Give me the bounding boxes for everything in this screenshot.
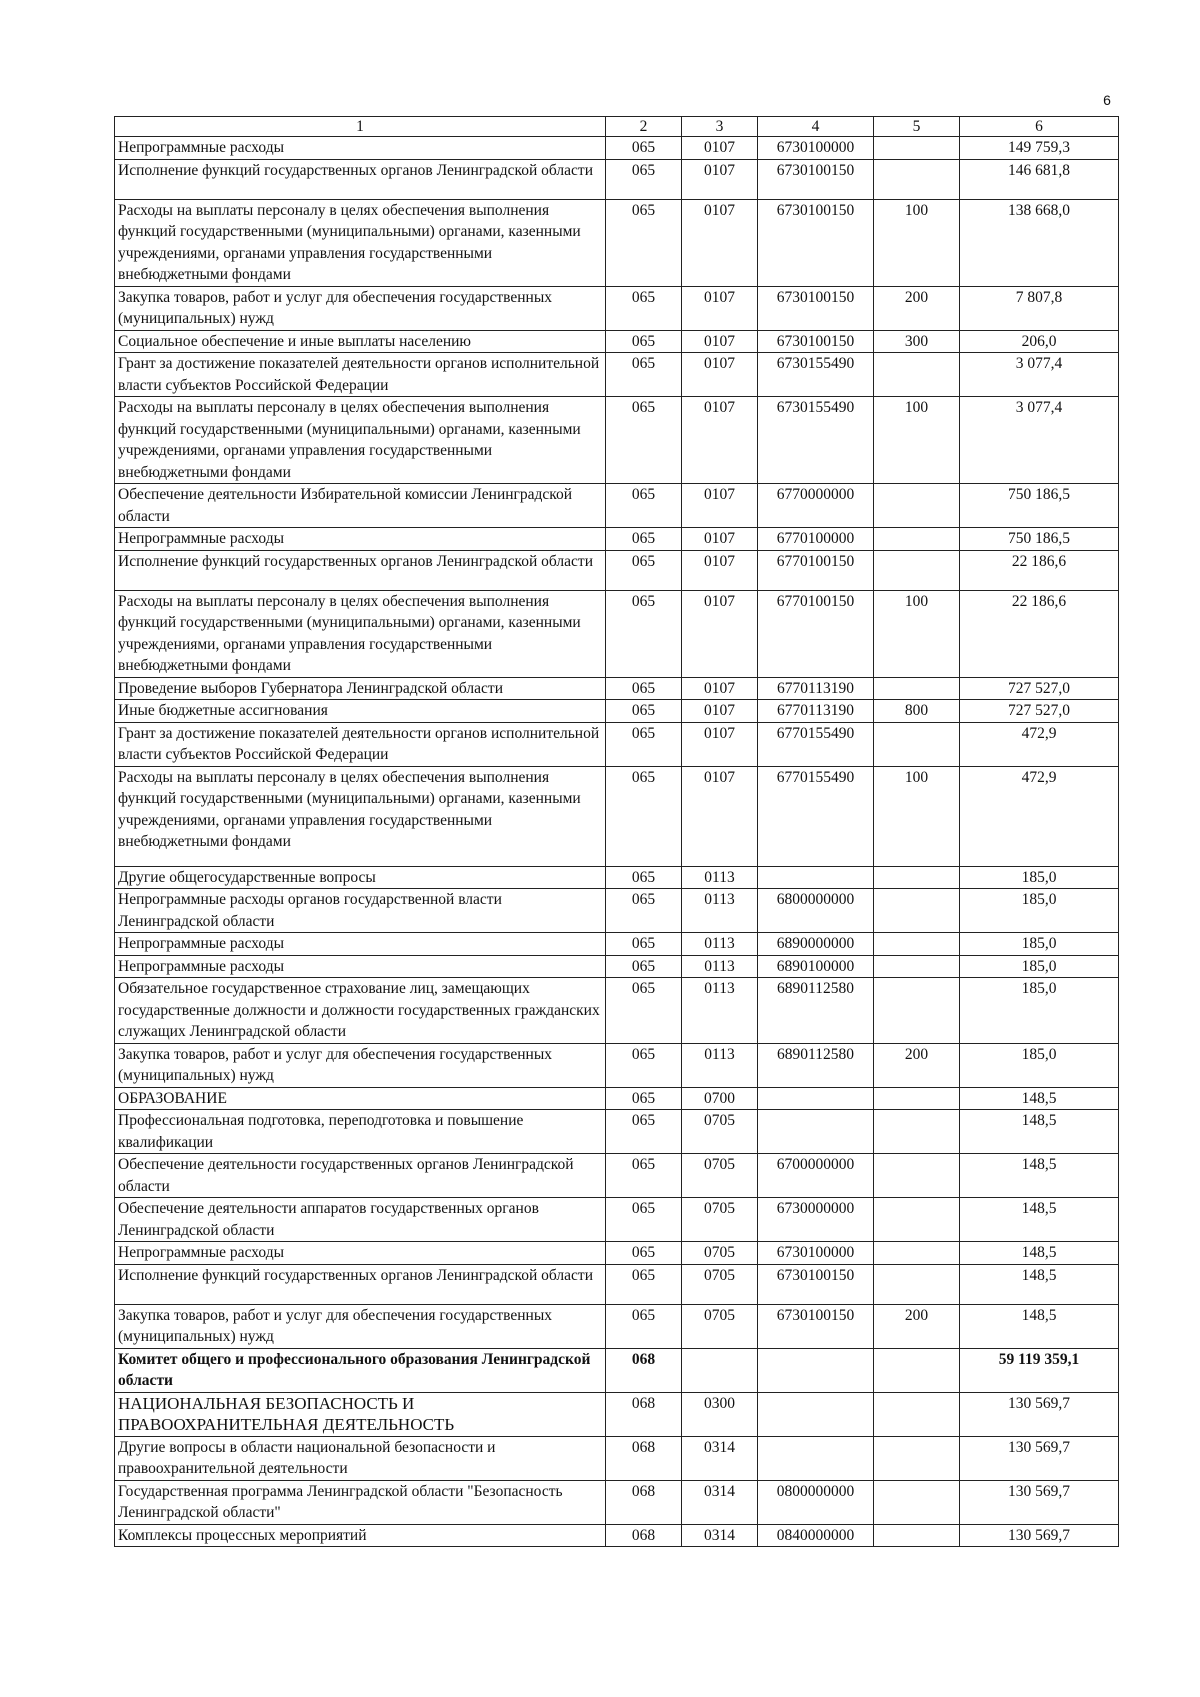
code-expense-type-cell: 100 <box>874 397 960 484</box>
table-row <box>115 955 1119 978</box>
item-name-cell: Закупка товаров, работ и услуг для обеспечения государственных (муниципальных) нужд <box>115 1304 606 1348</box>
amount-cell: 148,5 <box>960 1242 1119 1265</box>
amount-cell: 727 527,0 <box>960 677 1119 700</box>
code-target-cell: 0840000000 <box>758 1524 874 1547</box>
column-header-4: 4 <box>758 117 874 137</box>
code-target-cell <box>758 1348 874 1392</box>
code-admin-cell: 065 <box>606 1110 682 1154</box>
code-section-cell: 0705 <box>682 1264 758 1304</box>
table-row <box>115 1043 1119 1087</box>
code-admin-cell: 065 <box>606 199 682 286</box>
code-section-cell: 0107 <box>682 528 758 551</box>
code-expense-type-cell <box>874 353 960 397</box>
code-section-cell: 0107 <box>682 766 758 866</box>
code-admin-cell: 065 <box>606 1087 682 1110</box>
code-expense-type-cell: 100 <box>874 199 960 286</box>
code-expense-type-cell: 300 <box>874 330 960 353</box>
amount-cell: 130 569,7 <box>960 1524 1119 1547</box>
code-admin-cell: 065 <box>606 550 682 590</box>
code-section-cell: 0705 <box>682 1242 758 1265</box>
table-row <box>115 1198 1119 1242</box>
code-admin-cell: 068 <box>606 1524 682 1547</box>
table-row <box>115 1087 1119 1110</box>
code-target-cell: 6700000000 <box>758 1154 874 1198</box>
code-expense-type-cell <box>874 722 960 766</box>
code-target-cell <box>758 1087 874 1110</box>
code-target-cell <box>758 866 874 889</box>
table-row <box>115 677 1119 700</box>
table-row <box>115 1480 1119 1524</box>
code-section-cell: 0107 <box>682 199 758 286</box>
code-section-cell: 0113 <box>682 866 758 889</box>
table-body <box>115 137 1119 1547</box>
code-section-cell: 0314 <box>682 1480 758 1524</box>
code-target-cell: 6730100150 <box>758 159 874 199</box>
code-section-cell: 0107 <box>682 550 758 590</box>
code-admin-cell: 065 <box>606 1154 682 1198</box>
table-row <box>115 722 1119 766</box>
code-expense-type-cell <box>874 1436 960 1480</box>
code-admin-cell: 065 <box>606 866 682 889</box>
code-section-cell: 0700 <box>682 1087 758 1110</box>
code-expense-type-cell: 200 <box>874 286 960 330</box>
code-target-cell: 6770155490 <box>758 722 874 766</box>
code-section-cell: 0113 <box>682 1043 758 1087</box>
code-target-cell: 6730100150 <box>758 330 874 353</box>
table-row <box>115 1348 1119 1392</box>
code-admin-cell: 065 <box>606 722 682 766</box>
code-target-cell: 6770113190 <box>758 677 874 700</box>
code-admin-cell: 065 <box>606 1264 682 1304</box>
code-section-cell: 0705 <box>682 1198 758 1242</box>
item-name-cell: Обеспечение деятельности государственных органов Ленинградской области <box>115 1154 606 1198</box>
table-row <box>115 766 1119 866</box>
code-target-cell <box>758 1110 874 1154</box>
code-section-cell: 0314 <box>682 1524 758 1547</box>
amount-cell: 3 077,4 <box>960 353 1119 397</box>
code-expense-type-cell <box>874 677 960 700</box>
code-section-cell: 0107 <box>682 353 758 397</box>
code-target-cell: 0800000000 <box>758 1480 874 1524</box>
code-expense-type-cell <box>874 1264 960 1304</box>
code-admin-cell: 068 <box>606 1436 682 1480</box>
item-name-cell: Иные бюджетные ассигнования <box>115 700 606 723</box>
code-target-cell: 6730155490 <box>758 353 874 397</box>
amount-cell: 185,0 <box>960 933 1119 956</box>
code-expense-type-cell <box>874 866 960 889</box>
amount-cell: 138 668,0 <box>960 199 1119 286</box>
code-section-cell: 0314 <box>682 1436 758 1480</box>
amount-cell: 185,0 <box>960 1043 1119 1087</box>
page-number: 6 <box>1103 92 1111 108</box>
code-admin-cell: 065 <box>606 1198 682 1242</box>
amount-cell: 206,0 <box>960 330 1119 353</box>
item-name-cell: Исполнение функций государственных органов Ленинградской области <box>115 159 606 199</box>
amount-cell: 146 681,8 <box>960 159 1119 199</box>
column-header-2: 2 <box>606 117 682 137</box>
item-name-cell: Закупка товаров, работ и услуг для обеспечения государственных (муниципальных) нужд <box>115 1043 606 1087</box>
amount-cell: 185,0 <box>960 889 1119 933</box>
item-name-cell: Непрограммные расходы органов государственной власти Ленинградской области <box>115 889 606 933</box>
amount-cell: 59 119 359,1 <box>960 1348 1119 1392</box>
table-row <box>115 1436 1119 1480</box>
table-row <box>115 353 1119 397</box>
code-section-cell: 0107 <box>682 397 758 484</box>
code-expense-type-cell <box>874 1392 960 1436</box>
amount-cell: 472,9 <box>960 766 1119 866</box>
code-section-cell: 0107 <box>682 330 758 353</box>
code-admin-cell: 065 <box>606 700 682 723</box>
code-section-cell: 0705 <box>682 1304 758 1348</box>
amount-cell: 3 077,4 <box>960 397 1119 484</box>
code-expense-type-cell: 200 <box>874 1304 960 1348</box>
amount-cell: 185,0 <box>960 866 1119 889</box>
amount-cell: 185,0 <box>960 978 1119 1044</box>
code-target-cell: 6730100000 <box>758 1242 874 1265</box>
table-row <box>115 889 1119 933</box>
table-row <box>115 933 1119 956</box>
code-expense-type-cell <box>874 889 960 933</box>
code-target-cell: 6730100150 <box>758 1264 874 1304</box>
item-name-cell: Исполнение функций государственных органов Ленинградской области <box>115 550 606 590</box>
item-name-cell: Расходы на выплаты персоналу в целях обеспечения выполнения функций государственными (муниципальными) органами, казенными учреждениями, органами управления государственными внебюджетными фондами <box>115 397 606 484</box>
code-expense-type-cell <box>874 1242 960 1265</box>
item-name-cell: Непрограммные расходы <box>115 1242 606 1265</box>
code-admin-cell: 065 <box>606 484 682 528</box>
item-name-cell: Комитет общего и профессионального образования Ленинградской области <box>115 1348 606 1392</box>
code-admin-cell: 065 <box>606 933 682 956</box>
code-target-cell: 6890112580 <box>758 1043 874 1087</box>
table-row <box>115 1392 1119 1436</box>
code-expense-type-cell <box>874 1154 960 1198</box>
column-header-6: 6 <box>960 117 1119 137</box>
table-row <box>115 199 1119 286</box>
item-name-cell: Обеспечение деятельности аппаратов государственных органов Ленинградской области <box>115 1198 606 1242</box>
code-admin-cell: 065 <box>606 397 682 484</box>
code-target-cell: 6800000000 <box>758 889 874 933</box>
code-target-cell: 6730100150 <box>758 286 874 330</box>
code-target-cell <box>758 1392 874 1436</box>
code-expense-type-cell <box>874 978 960 1044</box>
code-section-cell: 0113 <box>682 933 758 956</box>
item-name-cell: Расходы на выплаты персоналу в целях обеспечения выполнения функций государственными (муниципальными) органами, казенными учреждениями, органами управления государственными внебюджетными фондами <box>115 766 606 866</box>
amount-cell: 149 759,3 <box>960 137 1119 160</box>
code-section-cell: 0107 <box>682 137 758 160</box>
item-name-cell: Грант за достижение показателей деятельности органов исполнительной власти субъектов Российской Федерации <box>115 722 606 766</box>
code-section-cell: 0107 <box>682 722 758 766</box>
table-row <box>115 1110 1119 1154</box>
item-name-cell: Обеспечение деятельности Избирательной комиссии Ленинградской области <box>115 484 606 528</box>
code-admin-cell: 068 <box>606 1480 682 1524</box>
item-name-cell: Обязательное государственное страхование лиц, замещающих государственные должности и должности государственных гражданских служащих Ленинградской области <box>115 978 606 1044</box>
item-name-cell: Закупка товаров, работ и услуг для обеспечения государственных (муниципальных) нужд <box>115 286 606 330</box>
amount-cell: 148,5 <box>960 1154 1119 1198</box>
code-section-cell: 0107 <box>682 677 758 700</box>
item-name-cell: Другие вопросы в области национальной безопасности и правоохранительной деятельности <box>115 1436 606 1480</box>
amount-cell: 22 186,6 <box>960 590 1119 677</box>
code-expense-type-cell <box>874 1198 960 1242</box>
amount-cell: 130 569,7 <box>960 1480 1119 1524</box>
code-target-cell: 6890112580 <box>758 978 874 1044</box>
amount-cell: 148,5 <box>960 1304 1119 1348</box>
amount-cell: 130 569,7 <box>960 1436 1119 1480</box>
table-row <box>115 700 1119 723</box>
table-row <box>115 1524 1119 1547</box>
code-target-cell: 6890000000 <box>758 933 874 956</box>
table-row <box>115 1304 1119 1348</box>
code-admin-cell: 065 <box>606 978 682 1044</box>
item-name-cell: Проведение выборов Губернатора Ленинградской области <box>115 677 606 700</box>
code-expense-type-cell <box>874 955 960 978</box>
item-name-cell: Социальное обеспечение и иные выплаты населению <box>115 330 606 353</box>
code-admin-cell: 065 <box>606 955 682 978</box>
code-section-cell: 0113 <box>682 978 758 1044</box>
code-section-cell: 0113 <box>682 889 758 933</box>
item-name-cell: Расходы на выплаты персоналу в целях обеспечения выполнения функций государственными (муниципальными) органами, казенными учреждениями, органами управления государственными внебюджетными фондами <box>115 590 606 677</box>
table-row <box>115 330 1119 353</box>
budget-table <box>114 116 1119 1547</box>
amount-cell: 750 186,5 <box>960 528 1119 551</box>
code-admin-cell: 065 <box>606 1304 682 1348</box>
amount-cell: 148,5 <box>960 1264 1119 1304</box>
item-name-cell: Исполнение функций государственных органов Ленинградской области <box>115 1264 606 1304</box>
item-name-cell: НАЦИОНАЛЬНАЯ БЕЗОПАСНОСТЬ И ПРАВООХРАНИТЕЛЬНАЯ ДЕЯТЕЛЬНОСТЬ <box>115 1392 606 1436</box>
table-row <box>115 528 1119 551</box>
item-name-cell: Расходы на выплаты персоналу в целях обеспечения выполнения функций государственными (муниципальными) органами, казенными учреждениями, органами управления государственными внебюджетными фондами <box>115 199 606 286</box>
amount-cell: 148,5 <box>960 1198 1119 1242</box>
code-target-cell: 6730000000 <box>758 1198 874 1242</box>
item-name-cell: Комплексы процессных мероприятий <box>115 1524 606 1547</box>
code-expense-type-cell <box>874 1348 960 1392</box>
code-expense-type-cell <box>874 484 960 528</box>
code-expense-type-cell <box>874 1087 960 1110</box>
code-admin-cell: 065 <box>606 159 682 199</box>
code-section-cell: 0300 <box>682 1392 758 1436</box>
code-admin-cell: 065 <box>606 353 682 397</box>
item-name-cell: Непрограммные расходы <box>115 955 606 978</box>
code-admin-cell: 068 <box>606 1392 682 1436</box>
code-expense-type-cell <box>874 1524 960 1547</box>
code-admin-cell: 065 <box>606 1043 682 1087</box>
table-row <box>115 397 1119 484</box>
code-expense-type-cell <box>874 1480 960 1524</box>
amount-cell: 750 186,5 <box>960 484 1119 528</box>
amount-cell: 727 527,0 <box>960 700 1119 723</box>
code-section-cell: 0113 <box>682 955 758 978</box>
amount-cell: 185,0 <box>960 955 1119 978</box>
item-name-cell: Другие общегосударственные вопросы <box>115 866 606 889</box>
code-expense-type-cell: 100 <box>874 766 960 866</box>
table-row <box>115 137 1119 160</box>
code-admin-cell: 065 <box>606 528 682 551</box>
code-expense-type-cell <box>874 159 960 199</box>
table-row <box>115 866 1119 889</box>
item-name-cell: ОБРАЗОВАНИЕ <box>115 1087 606 1110</box>
table-row <box>115 978 1119 1044</box>
code-expense-type-cell <box>874 933 960 956</box>
amount-cell: 22 186,6 <box>960 550 1119 590</box>
column-header-5: 5 <box>874 117 960 137</box>
code-target-cell <box>758 1436 874 1480</box>
code-section-cell: 0107 <box>682 484 758 528</box>
code-admin-cell: 065 <box>606 286 682 330</box>
code-expense-type-cell: 200 <box>874 1043 960 1087</box>
code-expense-type-cell: 100 <box>874 590 960 677</box>
table-row <box>115 1264 1119 1304</box>
code-target-cell: 6770100150 <box>758 590 874 677</box>
code-target-cell: 6730155490 <box>758 397 874 484</box>
item-name-cell: Непрограммные расходы <box>115 933 606 956</box>
code-admin-cell: 065 <box>606 137 682 160</box>
code-target-cell: 6770113190 <box>758 700 874 723</box>
item-name-cell: Непрограммные расходы <box>115 528 606 551</box>
table-row <box>115 159 1119 199</box>
code-expense-type-cell <box>874 1110 960 1154</box>
amount-cell: 472,9 <box>960 722 1119 766</box>
code-admin-cell: 065 <box>606 889 682 933</box>
code-section-cell: 0705 <box>682 1154 758 1198</box>
table-row <box>115 286 1119 330</box>
code-expense-type-cell: 800 <box>874 700 960 723</box>
column-header-1: 1 <box>115 117 606 137</box>
item-name-cell: Профессиональная подготовка, переподготовка и повышение квалификации <box>115 1110 606 1154</box>
code-target-cell: 6890100000 <box>758 955 874 978</box>
code-section-cell: 0107 <box>682 159 758 199</box>
item-name-cell: Непрограммные расходы <box>115 137 606 160</box>
code-expense-type-cell <box>874 528 960 551</box>
table-row <box>115 484 1119 528</box>
code-admin-cell: 065 <box>606 330 682 353</box>
amount-cell: 148,5 <box>960 1110 1119 1154</box>
code-admin-cell: 065 <box>606 590 682 677</box>
table-row <box>115 1154 1119 1198</box>
amount-cell: 7 807,8 <box>960 286 1119 330</box>
code-admin-cell: 065 <box>606 677 682 700</box>
code-admin-cell: 065 <box>606 1242 682 1265</box>
table-row <box>115 1242 1119 1265</box>
code-target-cell: 6770155490 <box>758 766 874 866</box>
table-row <box>115 590 1119 677</box>
code-section-cell: 0107 <box>682 286 758 330</box>
code-target-cell: 6730100000 <box>758 137 874 160</box>
code-target-cell: 6730100150 <box>758 1304 874 1348</box>
code-expense-type-cell <box>874 137 960 160</box>
item-name-cell: Грант за достижение показателей деятельности органов исполнительной власти субъектов Российской Федерации <box>115 353 606 397</box>
code-expense-type-cell <box>874 550 960 590</box>
amount-cell: 148,5 <box>960 1087 1119 1110</box>
code-admin-cell: 068 <box>606 1348 682 1392</box>
code-section-cell: 0107 <box>682 700 758 723</box>
item-name-cell: Государственная программа Ленинградской области "Безопасность Ленинградской области" <box>115 1480 606 1524</box>
code-target-cell: 6770000000 <box>758 484 874 528</box>
code-admin-cell: 065 <box>606 766 682 866</box>
code-target-cell: 6770100000 <box>758 528 874 551</box>
code-section-cell: 0705 <box>682 1110 758 1154</box>
code-section-cell: 0107 <box>682 590 758 677</box>
column-header-3: 3 <box>682 117 758 137</box>
table-header-row <box>115 117 1119 137</box>
code-target-cell: 6730100150 <box>758 199 874 286</box>
amount-cell: 130 569,7 <box>960 1392 1119 1436</box>
code-target-cell: 6770100150 <box>758 550 874 590</box>
code-section-cell <box>682 1348 758 1392</box>
table-row <box>115 550 1119 590</box>
